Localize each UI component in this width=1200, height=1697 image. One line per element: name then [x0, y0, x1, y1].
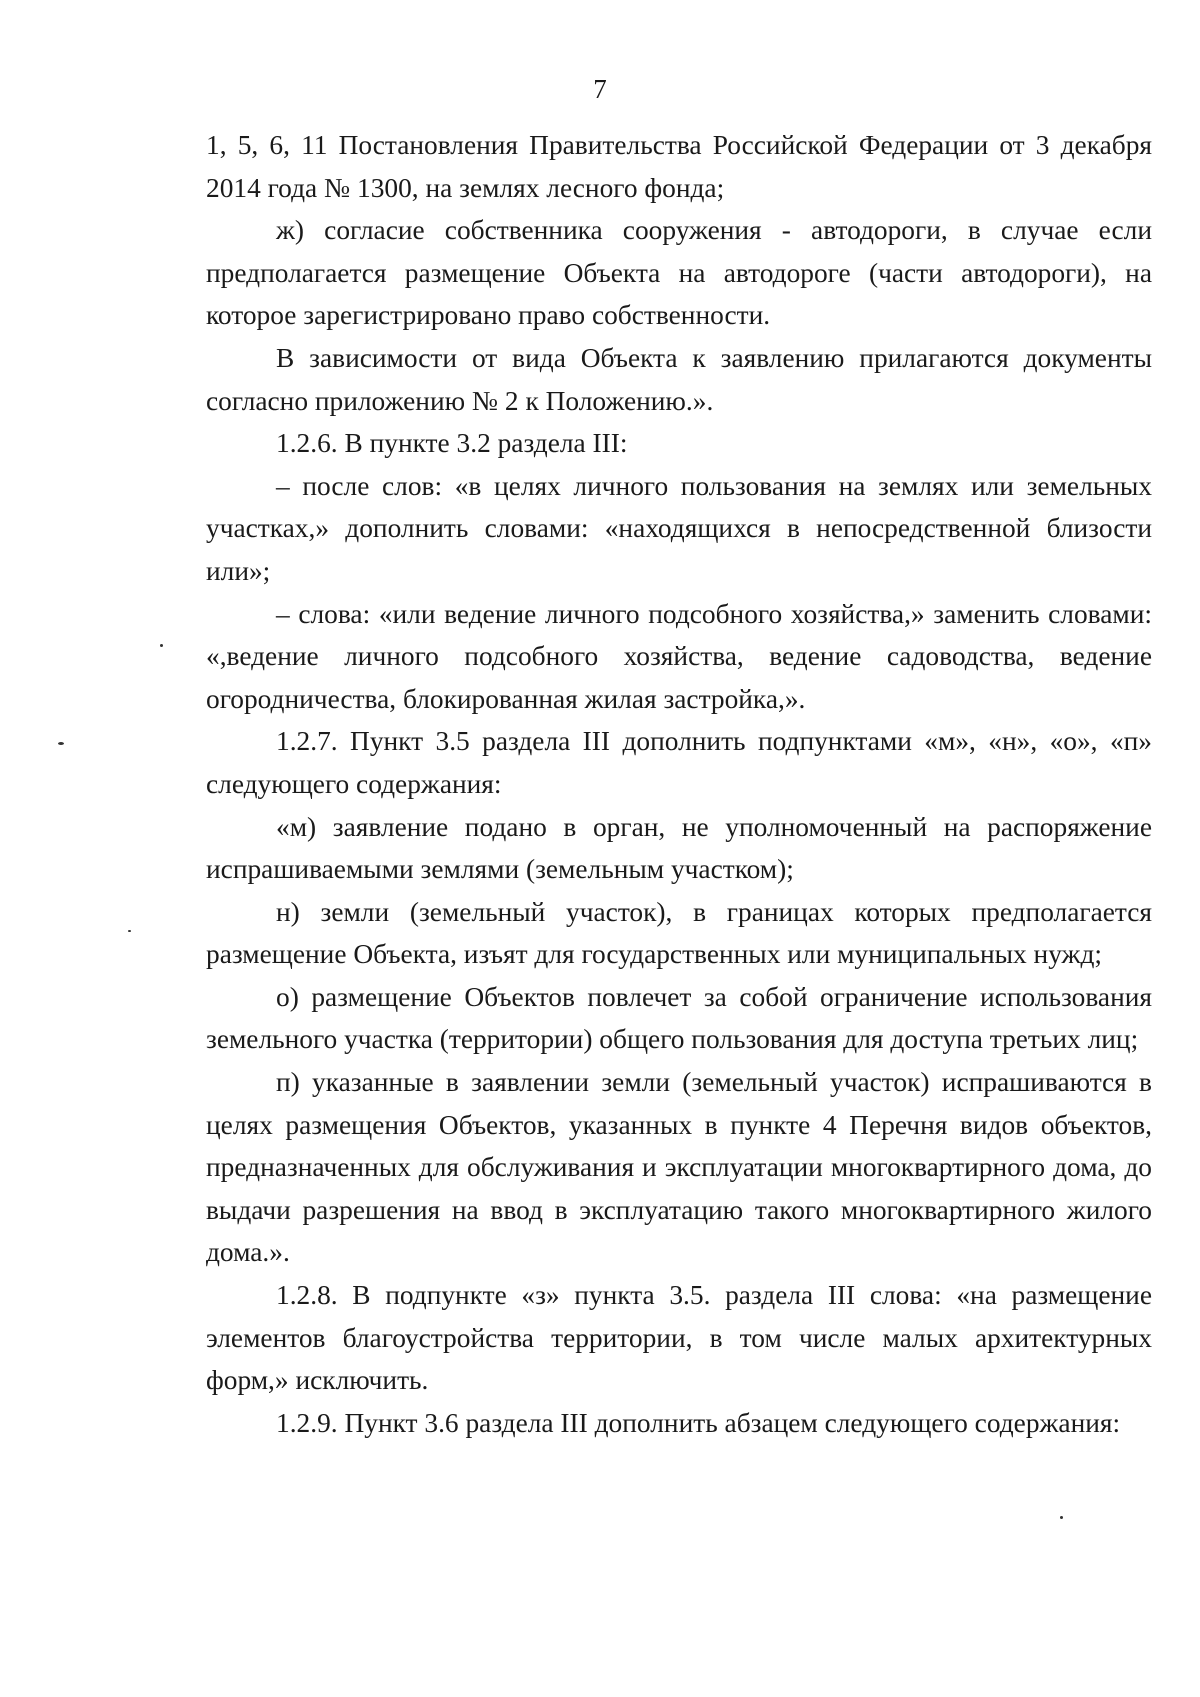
paragraph: 1.2.6. В пункте 3.2 раздела III:: [276, 428, 628, 459]
paragraph: н) земли (земельный участок), в границах которых предполагается размещение Объекта, изъят для государственных или муниципальных нужд;: [206, 896, 1152, 970]
scan-speck: [160, 644, 163, 647]
document-body: [206, 124, 1152, 1444]
paragraph: 1, 5, 6, 11 Постановления Правительства Российской Федерации от 3 декабря 2014 года № 1300, на землях лесного фонда;: [206, 130, 1152, 203]
paragraph: п) указанные в заявлении земли (земельный участок) испрашиваются в целях размещения Объектов, указанных в пункте 4 Перечня видов объектов, предназначенных для обслуживания и эксплуатации многоквартирного дома, до выдачи разрешения на ввод в эксплуатацию такого многоквартирного жилого дома.».: [206, 1067, 1152, 1268]
paragraph: В зависимости от вида Объекта к заявлению прилагаются документы согласно приложению № 2 к Положению.».: [206, 342, 1152, 416]
scan-speck: [1060, 1516, 1063, 1519]
paragraph: ж) согласие собственника сооружения - автодороги, в случае если предполагается размещение Объекта на автодороге (части автодороги), на которое зарегистрировано право собственности.: [206, 215, 1152, 331]
scan-speck: [128, 930, 131, 932]
paragraph: о) размещение Объектов повлечет за собой ограничение использования земельного участка (территории) общего пользования для доступа третьих лиц;: [206, 981, 1152, 1055]
paragraph: – слова: «или ведение личного подсобного хозяйства,» заменить словами: «,ведение личного подсобного хозяйства, ведение садоводства, ведение огородничества, блокированная жилая застройка,».: [206, 598, 1152, 714]
paragraph: 1.2.8. В подпункте «з» пункта 3.5. раздела III слова: «на размещение элементов благоустройства территории, в том числе малых архитектурных форм,» исключить.: [206, 1280, 1152, 1396]
page-number: 7: [593, 74, 607, 104]
paragraph: «м) заявление подано в орган, не уполномоченный на распоряжение испрашиваемыми землями (земельным участком);: [206, 811, 1152, 885]
paragraph: – после слов: «в целях личного пользования на землях или земельных участках,» дополнить словами: «находящихся в непосредственной близости или»;: [206, 470, 1152, 586]
paragraph: 1.2.9. Пункт 3.6 раздела III дополнить абзацем следующего содержания:: [276, 1407, 1121, 1438]
paragraph: 1.2.7. Пункт 3.5 раздела III дополнить подпунктами «м», «н», «о», «п» следующего содержания:: [206, 726, 1152, 799]
scan-speck: [58, 742, 64, 745]
